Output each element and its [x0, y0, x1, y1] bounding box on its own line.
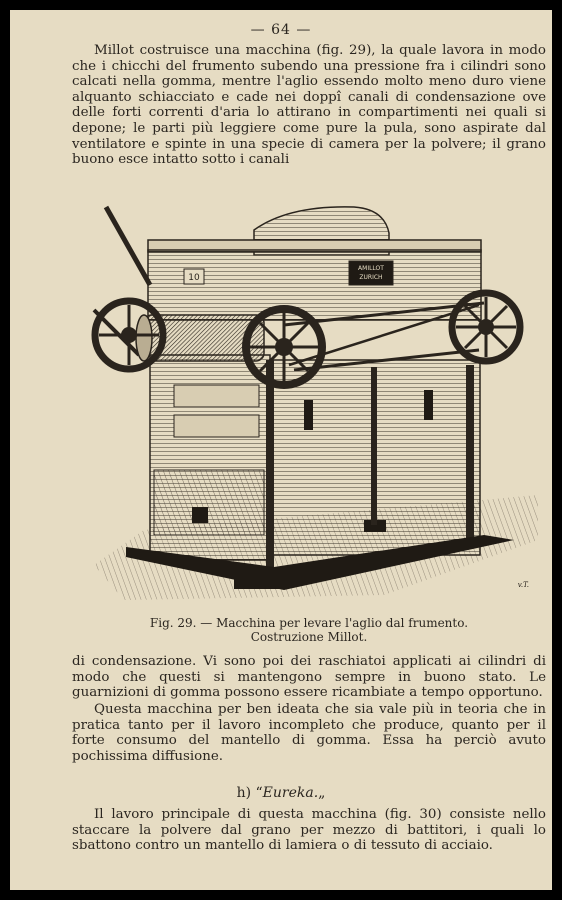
section-heading-eureka: [10, 785, 552, 801]
flywheel-center: [246, 309, 322, 385]
book-page: [10, 10, 552, 890]
caption-line-2: Costruzione Millot.: [250, 630, 368, 644]
flywheel-left: [95, 301, 163, 369]
svg-text:10: 10: [188, 273, 200, 283]
page-number: — 64 —: [250, 22, 312, 38]
paragraph-assessment: Questa macchina per ben ideata che sia vale più in teoria che in pratica tanto per il lavoro incompleto che produce, quanto per il forte consumo del mantello di gomma. Essa ha perciò avuto pochissima diffusione.: [72, 702, 546, 764]
heading-title: Eureka.: [262, 785, 319, 801]
hopper-housing: [148, 207, 481, 320]
heading-suffix: „: [318, 785, 326, 801]
heading-prefix: h) “: [236, 785, 263, 801]
figure-caption: [72, 616, 546, 644]
flywheel-right: [452, 293, 520, 361]
name-plate: [349, 261, 393, 285]
paragraph-eureka: Il lavoro principale di questa macchina (fig. 30) consiste nello staccare la polvere dal grano per mezzo di battitori, i quali lo sbattono contro un mantello di lamiera o di tessuto di acciaio.: [72, 807, 546, 854]
caption-line-1: Fig. 29. — Macchina per levare l'aglio dal frumento.: [149, 616, 469, 630]
plate-text-line1: AMILLOT: [358, 265, 384, 272]
paragraph-millot-intro: Millot costruisce una macchina (fig. 29), la quale lavora in modo che i chicchi del frumento subendo una pressione fra i cilindri sono calcati nella gomma, mentre l'aglio essendo molto meno duro viene alquanto schiacciato e cade nei doppî canali di condensazione ove delle forti correnti d'aria lo attirano in compartimenti nei quali si depone; le parti più leggiere come pure la pula, sono aspirate dal ventilatore e spinte in una specie di camera per la polvere; il grano buono esce intatto sotto i canali: [72, 43, 546, 168]
panel-number-tag: [184, 269, 204, 284]
plate-text-line2: ZURICH: [359, 274, 383, 281]
paragraph-condensation: di condensazione. Vi sono poi dei raschiatoi applicati ai cilindri di modo che questi si mantengono sempre in buono stato. Le guarnizioni di gomma possono essere ricambiate a tempo opportuno.: [72, 654, 546, 701]
engraver-mark: v.T.: [517, 581, 529, 589]
figure-29-machine-engraving: [84, 195, 538, 607]
